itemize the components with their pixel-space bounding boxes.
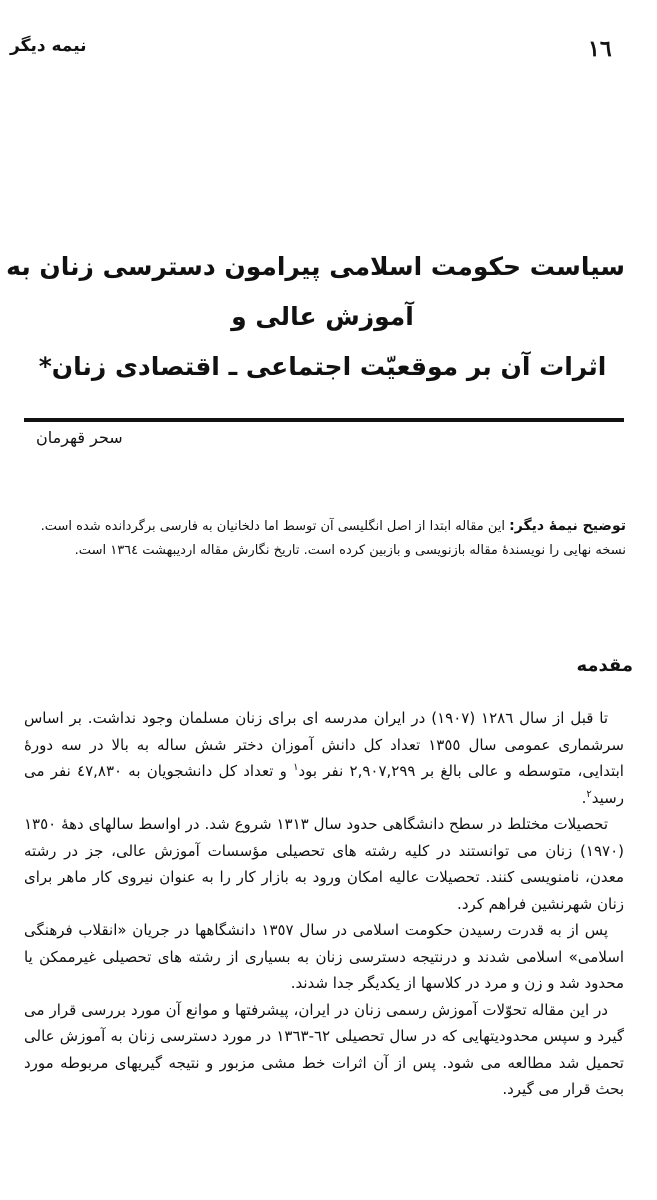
paragraph-1-part-a: تا قبل از سال ١٢٨٦ (١٩٠٧) در ایران مدرسه ای برای زنان مسلمان وجود نداشت. بر اساس سرشماری عمومی سال ١٣٥٥ تعداد کل دانش آموزان دختر شش ساله به بالا در سه دورهٔ ابتدایی، متوسطه و عالی بالغ بر ٢,٩٠٧,٢٩٩ نفر بود [24,709,625,780]
title-line-3: اثرات آن بر موقعیّت اجتماعی ـ اقتصادی زنان* [38,352,607,381]
title-line-1: سیاست حکومت اسلامی پیرامون دسترسی زنان به [6,252,625,281]
paragraph-4: در این مقاله تحوّلات آموزش رسمی زنان در ایران، پیشرفتها و موانع آن مورد بررسی قرار می گیرد و سپس محدودیتهایی که در سال تحصیلی ٦٢-١٣٦٣ در مورد دسترسی زنان به آموزش عالی تحمیل شد مطالعه می شود. پس از آن اثرات خط مشی مزبور و نتیجه گیریهای مربوطه مورد بحث قرار می گیرد. [24,1000,624,1098]
author-name: سحر قهرمان [36,428,123,447]
footnote-ref-1: ١ [293,762,299,773]
footnote-ref-2: ٢ [586,788,592,800]
title-line-2: آموزش عالی و [231,302,414,331]
editor-note-label: توضیح نیمهٔ دیگر: [509,518,626,534]
paragraph-1 [24,705,624,811]
paragraph-2: تحصیلات مختلط در سطح دانشگاهی حدود سال ١٣١٣ شروع شد. در اواسط سالهای دههٔ ١٣٥٠ (١٩٧٠) زنان می توانستند در کلیه رشته های تحصیلی مؤسسات آموزش عالی، جز در رشته معدن، نامنویسی کنند. تحصیلات عالیه امکان ورود به بازار کار را به عنوان نیروی کار ماهر برای زنان شهرنشین فراهم کرد. [24,815,624,913]
title-divider [24,418,624,422]
article-title [6,242,625,392]
page-number: ١٦ [588,36,612,62]
running-header-journal: نیمه دیگر [10,36,87,56]
paragraph-3: پس از به قدرت رسیدن حکومت اسلامی در سال ١٣٥٧ دانشگاهها در جریان «انقلاب فرهنگی اسلامی» اسلامی شدند و درنتیجه دسترسی زنان به بسیاری از رشته های تحصیلی غیرممکن یا محدود شد و زن و مرد در کلاسها از یکدیگر جدا شدند. [24,921,624,992]
editor-note-text: این مقاله ابتدا از اصل انگلیسی آن توسط اما دلخانیان به فارسی برگردانده شده است. نسخه نهایی را نویسندهٔ مقاله بازنویسی و بازبین کرده است. تاریخ نگارش مقاله اردیبهشت ١٣٦٤ است. [40,519,626,558]
section-heading: مقدمه [576,655,633,676]
body-text [24,705,624,1103]
paragraph-1-part-b: و تعداد کل دانشجویان به ٤٧,٨٣٠ نفر می رسید [24,762,624,807]
paragraph-1-part-c: . [581,788,587,807]
editor-note [26,514,626,563]
